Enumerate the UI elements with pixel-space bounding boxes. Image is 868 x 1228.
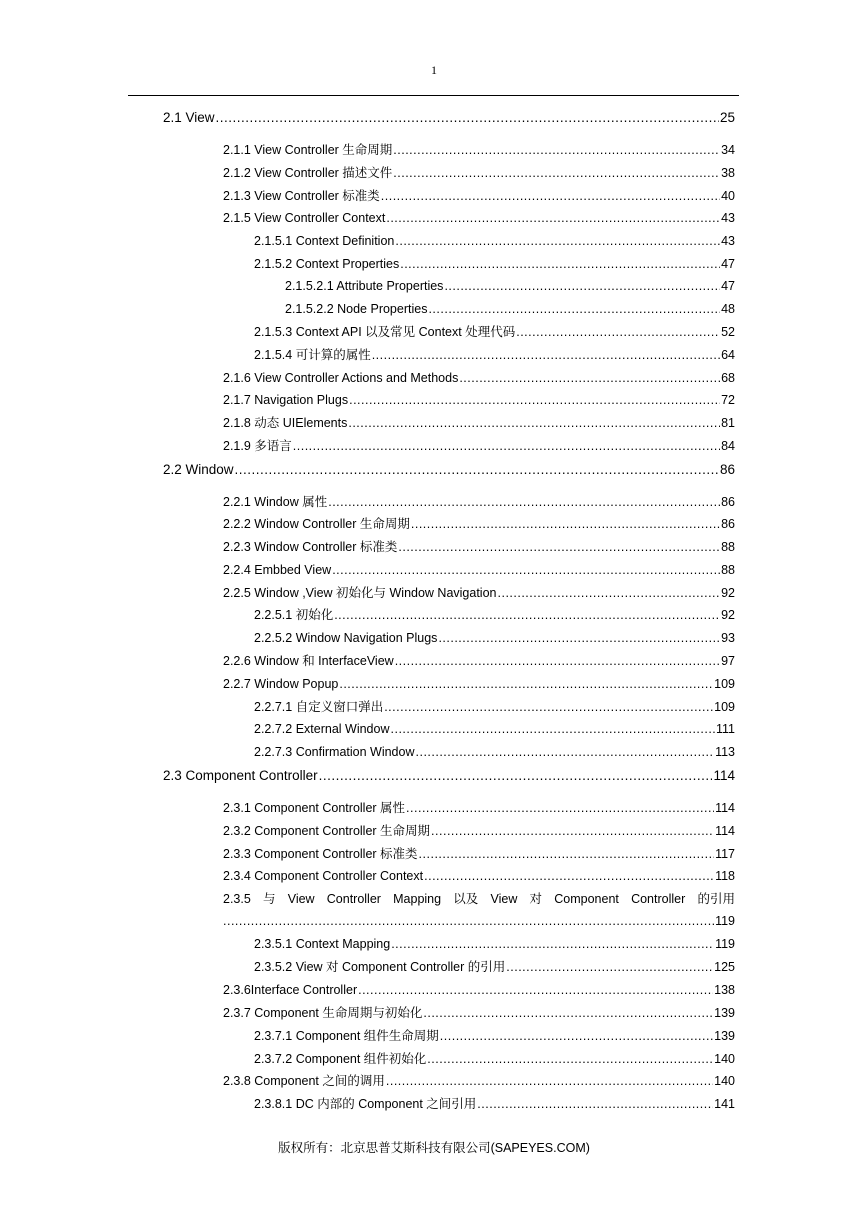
toc-page-number: 88	[721, 563, 735, 577]
toc-entry-label: 2.2.5 Window ,View 初始化与 Window Navigation	[223, 586, 497, 600]
toc-page-number: 72	[721, 393, 735, 407]
toc-entry-word: Controller	[326, 892, 381, 906]
toc-entry-label: 2.1 View	[163, 110, 215, 125]
toc-entry-word: 对	[529, 892, 543, 906]
toc-page-number: 139	[714, 1029, 735, 1043]
toc-dot-leader	[395, 233, 720, 249]
toc-page-number: 86	[721, 517, 735, 531]
toc-entry[interactable]	[223, 210, 735, 226]
toc-page-number: 52	[721, 325, 735, 339]
toc-entry-label: 2.1.5.4 可计算的属性	[254, 348, 371, 362]
toc-entry[interactable]	[254, 607, 735, 623]
toc-entry[interactable]	[254, 347, 735, 363]
toc-page-number: 38	[721, 166, 735, 180]
toc-entry[interactable]	[254, 256, 735, 272]
toc-entry[interactable]	[223, 800, 735, 816]
toc-entry-label: 2.3.1 Component Controller 属性	[223, 801, 406, 815]
toc-page-number: 117	[715, 847, 735, 861]
toc-page-number: 119	[715, 937, 735, 951]
toc-page-number: 81	[721, 416, 735, 430]
toc-entry[interactable]	[254, 1096, 735, 1112]
toc-entry[interactable]	[163, 110, 735, 126]
toc-dot-leader	[411, 516, 720, 532]
toc-page-number: 88	[721, 540, 735, 554]
toc-entry-label: 2.3.4 Component Controller Context	[223, 869, 424, 883]
toc-dot-leader	[444, 278, 720, 294]
toc-page-number: 97	[721, 654, 735, 668]
toc-entry-label: 2.1.5 View Controller Context	[223, 211, 386, 225]
toc-page-number: 93	[721, 631, 735, 645]
toc-entry[interactable]	[285, 301, 735, 317]
toc-entry[interactable]	[254, 721, 735, 737]
toc-dot-leader	[423, 1005, 713, 1021]
toc-entry-label: 2.2.5.1 初始化	[254, 608, 334, 622]
toc-page-number: 43	[721, 234, 735, 248]
toc-entry-word: 2.3.5	[223, 892, 251, 906]
toc-dot-leader	[293, 438, 720, 454]
toc-page-number: 113	[715, 745, 735, 759]
toc-page-number: 114	[713, 768, 735, 783]
toc-dot-leader	[477, 1096, 713, 1112]
toc-page-number: 125	[714, 960, 735, 974]
toc-page-number: 139	[714, 1006, 735, 1020]
toc-entry-label: 2.1.1 View Controller 生命周期	[223, 143, 393, 157]
toc-entry[interactable]	[223, 188, 735, 204]
toc-entry-label: 2.1.9 多语言	[223, 439, 292, 453]
toc-page-number: 114	[715, 801, 735, 815]
toc-entry[interactable]	[223, 653, 735, 669]
toc-entry[interactable]	[223, 846, 735, 862]
toc-entry[interactable]	[223, 392, 735, 408]
toc-dot-leader	[416, 744, 715, 760]
toc-entry[interactable]	[223, 562, 735, 578]
toc-entry-word: Controller	[631, 892, 686, 906]
toc-entry[interactable]	[223, 370, 735, 386]
toc-entry-wrapped[interactable]	[223, 891, 735, 929]
toc-entry-label: 2.2.3 Window Controller 标准类	[223, 540, 398, 554]
toc-entry[interactable]	[223, 494, 735, 510]
toc-entry-label: 2.3.8.1 DC 内部的 Component 之间引用	[254, 1097, 477, 1111]
toc-page-number: 86	[721, 495, 735, 509]
toc-page-number: 64	[721, 348, 735, 362]
toc-dot-leader	[328, 494, 720, 510]
toc-page-number: 47	[721, 279, 735, 293]
toc-dot-leader	[391, 721, 715, 737]
toc-entry[interactable]	[223, 165, 735, 181]
toc-dot-leader	[393, 142, 720, 158]
toc-dot-leader	[339, 676, 713, 692]
toc-page-number: 47	[721, 257, 735, 271]
toc-dot-leader	[428, 301, 720, 317]
toc-dot-leader	[393, 165, 720, 181]
toc-entry-label: 2.2.5.2 Window Navigation Plugs	[254, 631, 438, 645]
toc-entry-wrapped-label	[223, 891, 735, 907]
toc-entry-label: 2.3.3 Component Controller 标准类	[223, 847, 418, 861]
toc-page-number: 140	[714, 1074, 735, 1088]
toc-page-number: 140	[714, 1052, 735, 1066]
toc-dot-leader	[319, 768, 713, 784]
toc-dot-leader	[419, 846, 715, 862]
toc-dot-leader	[400, 256, 720, 272]
toc-dot-leader	[438, 630, 720, 646]
toc-entry[interactable]	[254, 699, 735, 715]
toc-dot-leader	[381, 188, 720, 204]
toc-entry-label: 2.3.7.2 Component 组件初始化	[254, 1052, 427, 1066]
toc-entry-label: 2.1.8 动态 UIElements	[223, 416, 348, 430]
toc-entry[interactable]	[223, 982, 735, 998]
toc-entry-label: 2.3 Component Controller	[163, 768, 318, 783]
toc-entry[interactable]	[285, 278, 735, 294]
toc-dot-leader	[391, 936, 714, 952]
toc-page-number: 34	[721, 143, 735, 157]
toc-entry[interactable]	[254, 324, 735, 340]
toc-entry-label: 2.2.2 Window Controller 生命周期	[223, 517, 410, 531]
toc-page-number: 111	[715, 722, 735, 736]
toc-dot-leader	[349, 392, 720, 408]
toc-page-number: 48	[721, 302, 735, 316]
toc-entry[interactable]	[254, 959, 735, 975]
toc-dot-leader	[216, 110, 719, 126]
toc-entry-label: 2.2.4 Embbed View	[223, 563, 332, 577]
toc-dot-leader	[427, 1051, 713, 1067]
toc-entry-label: 2.3.5.2 View 对 Component Controller 的引用	[254, 960, 506, 974]
toc-page-number: 84	[721, 439, 735, 453]
page-number: 1	[431, 63, 437, 77]
toc-entry[interactable]	[254, 1028, 735, 1044]
toc-entry[interactable]	[223, 539, 735, 555]
toc-dot-leader	[406, 800, 714, 816]
toc-entry-label: 2.3.8 Component 之间的调用	[223, 1074, 385, 1088]
toc-page-number: 43	[721, 211, 735, 225]
toc-entry-label: 2.2.6 Window 和 InterfaceView	[223, 654, 394, 668]
toc-dot-leader	[459, 370, 720, 386]
toc-entry-word: 以及	[453, 892, 479, 906]
toc-page-number: 114	[715, 824, 735, 838]
toc-entry-label: 2.3.7 Component 生命周期与初始化	[223, 1006, 423, 1020]
toc-entry[interactable]	[223, 585, 735, 601]
toc-entry-label: 2.1.5.2.2 Node Properties	[285, 302, 428, 316]
toc-entry-label: 2.1.7 Navigation Plugs	[223, 393, 349, 407]
toc-page-number: 40	[721, 189, 735, 203]
toc-page-number: 68	[721, 371, 735, 385]
toc-entry-label: 2.1.3 View Controller 标准类	[223, 189, 380, 203]
toc-entry-label: 2.2.7 Window Popup	[223, 677, 339, 691]
toc-page-number: 109	[714, 677, 735, 691]
toc-entry[interactable]	[223, 868, 735, 884]
toc-page-number: 118	[715, 869, 735, 883]
toc-dot-leader	[334, 607, 720, 623]
toc-entry-label: 2.1.5.2.1 Attribute Properties	[285, 279, 444, 293]
toc-entry[interactable]	[223, 516, 735, 532]
toc-page-number: 109	[714, 700, 735, 714]
toc-entry[interactable]	[223, 438, 735, 454]
copyright-footer: 版权所有：北京思普艾斯科技有限公司(SAPEYES.COM)	[278, 1141, 590, 1155]
toc-entry-label: 2.1.5.2 Context Properties	[254, 257, 400, 271]
toc-dot-leader	[386, 210, 720, 226]
toc-entry-word: View	[490, 892, 518, 906]
toc-entry-label: 2.2 Window	[163, 462, 234, 477]
toc-entry-word: View	[287, 892, 315, 906]
toc-entry-label: 2.2.7.2 External Window	[254, 722, 390, 736]
toc-dot-leader	[395, 653, 720, 669]
toc-dot-leader	[384, 699, 713, 715]
toc-entry-label: 2.1.6 View Controller Actions and Methods	[223, 371, 459, 385]
toc-entry[interactable]	[254, 233, 735, 249]
toc-entry-word: Component	[554, 892, 619, 906]
toc-entry[interactable]	[223, 823, 735, 839]
toc-dot-leader	[235, 462, 719, 478]
toc-dot-leader	[516, 324, 720, 340]
toc-entry-label: 2.1.2 View Controller 描述文件	[223, 166, 393, 180]
toc-entry[interactable]	[254, 630, 735, 646]
toc-page-number: 119	[715, 914, 735, 928]
toc-entry-word: 的引用	[697, 892, 735, 906]
toc-entry-label: 2.1.5.3 Context API 以及常见 Context 处理代码	[254, 325, 516, 339]
toc-dot-leader	[498, 585, 721, 601]
toc-entry[interactable]	[254, 744, 735, 760]
toc-dot-leader	[348, 415, 720, 431]
toc-page-number: 86	[719, 462, 735, 477]
toc-dot-leader	[372, 347, 720, 363]
toc-entry-word: Mapping	[393, 892, 442, 906]
toc-entry-word: 与	[263, 892, 276, 906]
toc-dot-leader	[506, 959, 713, 975]
toc-entry[interactable]	[254, 1051, 735, 1067]
toc-dot-leader	[358, 982, 713, 998]
toc-entry[interactable]	[223, 1073, 735, 1089]
toc-entry-wrapped-leader-line	[223, 913, 735, 929]
toc-page-number: 141	[714, 1097, 735, 1111]
toc-page-number: 138	[714, 983, 735, 997]
toc-entry-label: 2.2.7.3 Confirmation Window	[254, 745, 415, 759]
toc-entry-label: 2.1.5.1 Context Definition	[254, 234, 395, 248]
toc-entry[interactable]	[223, 676, 735, 692]
toc-dot-leader	[424, 868, 714, 884]
toc-dot-leader	[386, 1073, 713, 1089]
toc-dot-leader	[332, 562, 720, 578]
toc-entry-label: 2.3.7.1 Component 组件生命周期	[254, 1029, 439, 1043]
toc-entry-label: 2.3.5.1 Context Mapping	[254, 937, 391, 951]
toc-entry-label: 2.3.6Interface Controller	[223, 983, 358, 997]
toc-dot-leader	[431, 823, 714, 839]
toc-dot-leader	[398, 539, 720, 555]
toc-page-number: 92	[721, 586, 735, 600]
toc-entry-label: 2.2.7.1 自定义窗口弹出	[254, 700, 384, 714]
toc-entry[interactable]	[163, 462, 735, 478]
toc-dot-leader	[440, 1028, 713, 1044]
toc-entry-label: 2.2.1 Window 属性	[223, 495, 328, 509]
toc-entry[interactable]	[223, 415, 735, 431]
toc-entry[interactable]	[254, 936, 735, 952]
toc-entry[interactable]	[223, 142, 735, 158]
toc-page-number: 25	[719, 110, 735, 125]
toc-entry[interactable]	[163, 768, 735, 784]
toc-dot-leader	[223, 913, 715, 929]
toc-entry[interactable]	[223, 1005, 735, 1021]
toc-page-number: 92	[721, 608, 735, 622]
toc-entry-label: 2.3.2 Component Controller 生命周期	[223, 824, 431, 838]
